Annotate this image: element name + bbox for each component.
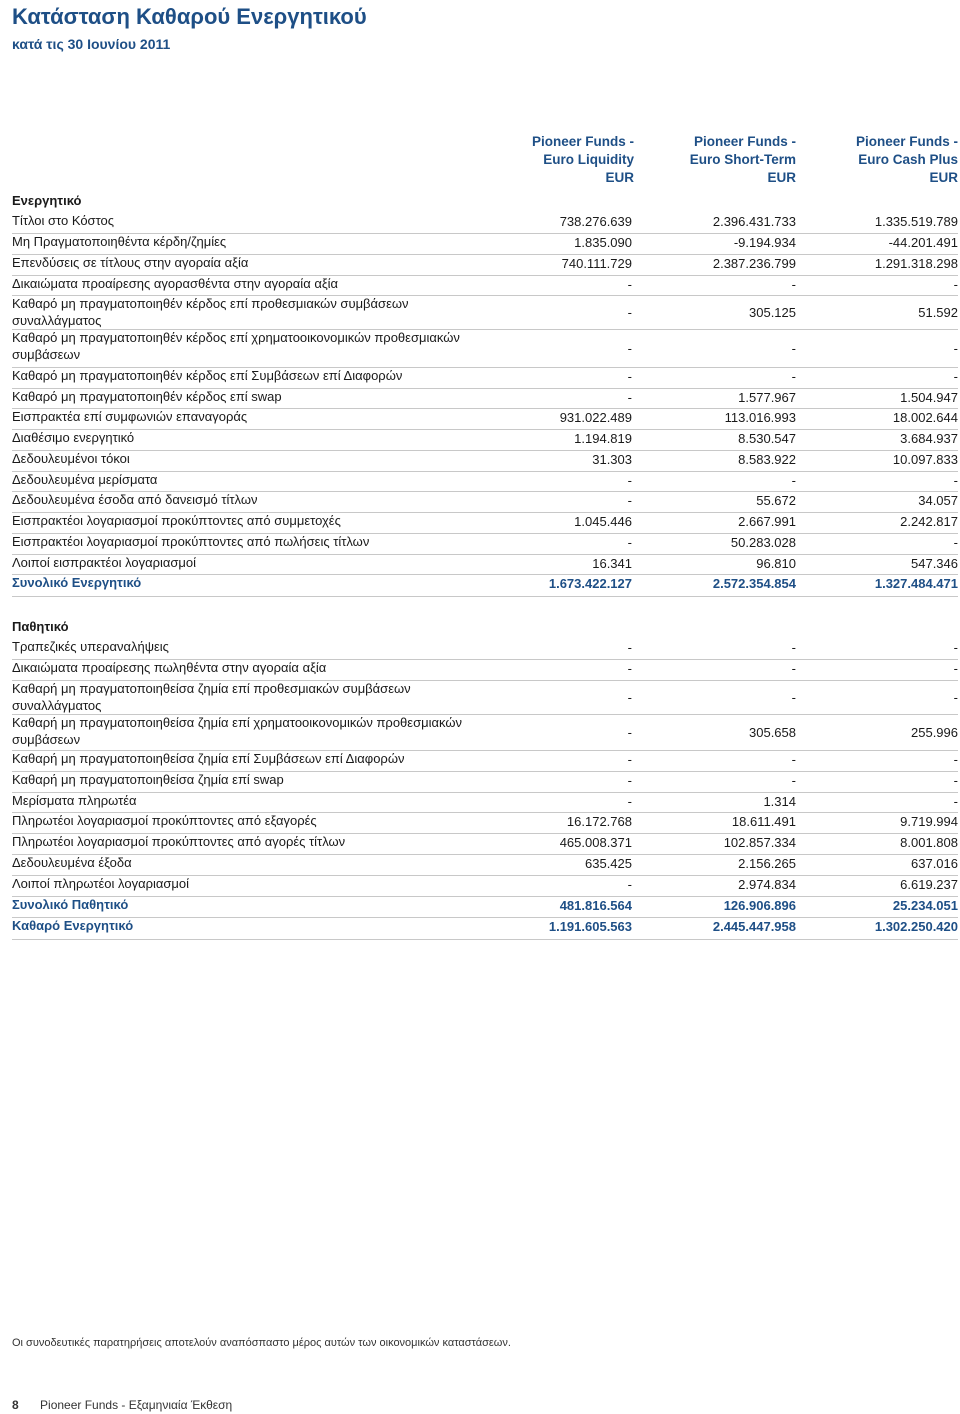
row-label: Καθαρό μη πραγματοποιηθέν κέρδος επί Συμβάσεων επί Διαφορών: [12, 368, 403, 383]
value-euro-short-term: 1.314: [763, 794, 796, 809]
value-euro-cash-plus: 1.327.484.471: [874, 576, 958, 591]
table-row: [12, 275, 958, 296]
value-euro-liquidity: -: [627, 794, 632, 809]
row-label: Τίτλοι στο Κόστος: [12, 213, 115, 228]
row-label: Δεδουλευμένα έσοδα από δανεισμό τίτλων: [12, 492, 258, 507]
value-euro-cash-plus: 2.242.817: [900, 514, 958, 529]
row-label: Καθαρό μη πραγματοποιηθέν κέρδος επί χρηματοοικονομικών προθεσμιακών συμβάσεων: [12, 330, 460, 362]
value-euro-short-term: -: [791, 661, 796, 676]
row-label: Εισπρακτέα επί συμφωνιών επαναγοράς: [12, 409, 248, 424]
value-euro-cash-plus: -: [953, 661, 958, 676]
column-header-line: Euro Short-Term: [689, 152, 796, 167]
value-euro-cash-plus: -: [953, 341, 958, 356]
value-euro-liquidity: -: [627, 725, 632, 740]
total-row: [12, 896, 958, 918]
value-euro-short-term: 2.387.236.799: [712, 256, 796, 271]
value-euro-cash-plus: -44.201.491: [888, 235, 958, 250]
value-euro-cash-plus: 6.619.237: [900, 877, 958, 892]
value-euro-short-term: 102.857.334: [723, 835, 796, 850]
row-label: Καθαρή μη πραγματοποιηθείσα ζημία επί swap: [12, 772, 284, 787]
value-euro-short-term: -: [791, 473, 796, 488]
value-euro-short-term: -: [791, 690, 796, 705]
row-label: Δικαιώματα προαίρεσης αγορασθέντα στην αγοραία αξία: [12, 276, 339, 291]
section-heading-label: Παθητικό: [12, 619, 69, 634]
value-euro-cash-plus: -: [953, 473, 958, 488]
table-row: [12, 388, 958, 409]
value-euro-short-term: 96.810: [756, 556, 796, 571]
value-euro-liquidity: 740.111.729: [561, 256, 632, 271]
value-euro-short-term: 2.974.834: [738, 877, 796, 892]
table-row: [12, 659, 958, 681]
value-euro-cash-plus: 1.335.519.789: [874, 214, 958, 229]
value-euro-liquidity: -: [627, 773, 632, 788]
value-euro-cash-plus: -: [953, 369, 958, 384]
row-label: Πληρωτέοι λογαριασμοί προκύπτοντες από αγορές τίτλων: [12, 834, 346, 849]
row-label: Καθαρή μη πραγματοποιηθείσα ζημία επί προθεσμιακών συμβάσεων συναλλάγματος: [12, 681, 411, 713]
value-euro-liquidity: 1.191.605.563: [548, 919, 632, 934]
row-label: Εισπρακτέοι λογαριασμοί προκύπτοντες από συμμετοχές: [12, 513, 341, 528]
table-row: [12, 638, 958, 660]
table-row: [12, 833, 958, 855]
row-label: Τραπεζικές υπεραναλήψεις: [12, 639, 169, 654]
value-euro-liquidity: -: [627, 752, 632, 767]
value-euro-cash-plus: -: [953, 535, 958, 550]
column-header-line: Pioneer Funds -: [855, 134, 958, 149]
value-euro-liquidity: -: [627, 305, 632, 320]
table-row: [12, 512, 958, 534]
total-row: [12, 574, 958, 597]
value-euro-cash-plus: -: [953, 794, 958, 809]
value-euro-short-term: -: [791, 640, 796, 655]
table-row: [12, 554, 958, 575]
value-euro-cash-plus: 547.346: [911, 556, 958, 571]
value-euro-cash-plus: 255.996: [911, 725, 958, 740]
table-row: [12, 792, 958, 813]
value-euro-short-term: -: [791, 277, 796, 292]
value-euro-short-term: 55.672: [756, 493, 796, 508]
value-euro-cash-plus: 8.001.808: [900, 835, 958, 850]
value-euro-liquidity: -: [627, 640, 632, 655]
value-euro-liquidity: 465.008.371: [559, 835, 632, 850]
row-label: Δικαιώματα προαίρεσης πωληθέντα στην αγοραία αξία: [12, 660, 327, 675]
row-label: Λοιποί εισπρακτέοι λογαριασμοί: [12, 555, 197, 570]
value-euro-cash-plus: 1.291.318.298: [874, 256, 958, 271]
value-euro-liquidity: -: [627, 473, 632, 488]
row-label: Δεδουλευμένα μερίσματα: [12, 472, 158, 487]
value-euro-liquidity: 16.341: [592, 556, 632, 571]
value-euro-short-term: 2.667.991: [738, 514, 796, 529]
table-row: [12, 367, 958, 389]
publication-title: Pioneer Funds - Εξαμηνιαία Έκθεση: [40, 1398, 233, 1412]
value-euro-cash-plus: 3.684.937: [900, 431, 958, 446]
value-euro-short-term: -: [791, 773, 796, 788]
value-euro-short-term: 50.283.028: [730, 535, 796, 550]
table-row: [12, 233, 958, 255]
column-header-line: Pioneer Funds -: [531, 134, 634, 149]
table-row: [12, 295, 958, 330]
value-euro-short-term: 8.530.547: [738, 431, 796, 446]
value-euro-liquidity: -: [627, 277, 632, 292]
row-label: Μη Πραγματοποιηθέντα κέρδη/ζημίες: [12, 234, 227, 249]
section-heading-label: Ενεργητικό: [12, 193, 82, 208]
table-row: [12, 471, 958, 492]
table-row: [12, 875, 958, 897]
value-euro-short-term: 126.906.896: [723, 898, 796, 913]
row-label: Λοιποί πληρωτέοι λογαριασμοί: [12, 876, 190, 891]
row-label: Καθαρό μη πραγματοποιηθέν κέρδος επί προθεσμιακών συμβάσεων συναλλάγματος: [12, 296, 409, 328]
value-euro-short-term: 2.156.265: [738, 856, 796, 871]
table-row: [12, 533, 958, 555]
value-euro-liquidity: 16.172.768: [566, 814, 632, 829]
value-euro-short-term: 2.445.447.958: [712, 919, 796, 934]
value-euro-cash-plus: 637.016: [911, 856, 958, 871]
value-euro-short-term: 2.572.354.854: [712, 576, 796, 591]
column-header-line: Euro Liquidity: [543, 152, 634, 167]
value-euro-short-term: 1.577.967: [738, 390, 796, 405]
value-euro-cash-plus: 10.097.833: [892, 452, 958, 467]
table-row: [12, 408, 958, 430]
value-euro-liquidity: 481.816.564: [559, 898, 632, 913]
table-row: [12, 750, 958, 772]
page-footer: [12, 1398, 232, 1412]
row-label: Καθαρή μη πραγματοποιηθείσα ζημία επί Συμβάσεων επί Διαφορών: [12, 751, 405, 766]
row-label: Εισπρακτέοι λογαριασμοί προκύπτοντες από πωλήσεις τίτλων: [12, 534, 370, 549]
page-title: Κατάσταση Καθαρού Ενεργητικού: [12, 4, 367, 29]
row-label: Δεδουλευμένοι τόκοι: [12, 451, 130, 466]
table-row: [12, 254, 958, 276]
page-subtitle: κατά τις 30 Ιουνίου 2011: [12, 36, 171, 52]
value-euro-short-term: 305.658: [749, 725, 796, 740]
table-row: [12, 714, 958, 751]
table-row: [12, 854, 958, 876]
value-euro-cash-plus: -: [953, 690, 958, 705]
column-header-currency: EUR: [929, 170, 958, 185]
value-euro-liquidity: 1.673.422.127: [548, 576, 632, 591]
table-row: [12, 771, 958, 793]
section-heading: [12, 618, 958, 636]
table-row: [12, 429, 958, 451]
value-euro-liquidity: -: [627, 877, 632, 892]
page-number: 8: [12, 1398, 19, 1412]
value-euro-short-term: 113.016.993: [724, 410, 796, 425]
value-euro-liquidity: -: [627, 390, 632, 405]
column-header-line: Euro Cash Plus: [858, 152, 958, 167]
value-euro-cash-plus: -: [953, 773, 958, 788]
column-header-currency: EUR: [767, 170, 796, 185]
value-euro-cash-plus: 34.057: [918, 493, 958, 508]
value-euro-cash-plus: -: [953, 277, 958, 292]
row-label: Συνολικό Παθητικό: [12, 897, 129, 912]
value-euro-liquidity: 1.194.819: [574, 431, 632, 446]
value-euro-liquidity: -: [627, 690, 632, 705]
table-row: [12, 491, 958, 513]
table-row: [12, 329, 958, 368]
value-euro-liquidity: 1.835.090: [574, 235, 632, 250]
value-euro-short-term: -: [791, 341, 796, 356]
value-euro-short-term: 305.125: [749, 305, 796, 320]
value-euro-short-term: 18.611.491: [731, 814, 796, 829]
value-euro-liquidity: 31.303: [592, 452, 632, 467]
value-euro-liquidity: 1.045.446: [574, 514, 632, 529]
footnote: Οι συνοδευτικές παρατηρήσεις αποτελούν αναπόσπαστο μέρος αυτών των οικονομικών καταστάσεων.: [12, 1337, 511, 1349]
section-heading: [12, 192, 958, 210]
column-header-currency: EUR: [605, 170, 634, 185]
value-euro-liquidity: -: [627, 661, 632, 676]
value-euro-short-term: -9.194.934: [733, 235, 796, 250]
value-euro-liquidity: 738.276.639: [559, 214, 632, 229]
value-euro-cash-plus: -: [953, 640, 958, 655]
column-headers: [0, 133, 960, 187]
column-header-euro-cash-plus: [758, 133, 958, 187]
table-row: [12, 450, 958, 472]
total-row: [12, 917, 958, 940]
table-row: [12, 812, 958, 834]
value-euro-liquidity: -: [627, 341, 632, 356]
value-euro-cash-plus: 18.002.644: [892, 410, 958, 425]
value-euro-short-term: 2.396.431.733: [712, 214, 796, 229]
row-label: Διαθέσιμο ενεργητικό: [12, 430, 135, 445]
value-euro-short-term: -: [791, 369, 796, 384]
value-euro-cash-plus: 25.234.051: [892, 898, 958, 913]
value-euro-cash-plus: 9.719.994: [900, 814, 958, 829]
value-euro-short-term: 8.583.922: [738, 452, 796, 467]
row-label: Συνολικό Ενεργητικό: [12, 575, 142, 590]
table-row: [12, 680, 958, 715]
value-euro-liquidity: -: [627, 493, 632, 508]
table-row: [12, 212, 958, 234]
value-euro-cash-plus: -: [953, 752, 958, 767]
row-label: Μερίσματα πληρωτέα: [12, 793, 137, 808]
value-euro-liquidity: 635.425: [585, 856, 632, 871]
row-label: Δεδουλευμένα έξοδα: [12, 855, 132, 870]
row-label: Καθαρή μη πραγματοποιηθείσα ζημία επί χρηματοοικονομικών προθεσμιακών συμβάσεων: [12, 715, 462, 747]
row-label: Καθαρό μη πραγματοποιηθέν κέρδος επί swap: [12, 389, 282, 404]
row-label: Επενδύσεις σε τίτλους στην αγοραία αξία: [12, 255, 249, 270]
value-euro-liquidity: -: [627, 535, 632, 550]
column-header-line: Pioneer Funds -: [693, 134, 796, 149]
value-euro-cash-plus: 1.302.250.420: [874, 919, 958, 934]
value-euro-liquidity: -: [627, 369, 632, 384]
value-euro-liquidity: 931.022.489: [559, 410, 632, 425]
row-label: Καθαρό Ενεργητικό: [12, 918, 134, 933]
value-euro-short-term: -: [791, 752, 796, 767]
row-label: Πληρωτέοι λογαριασμοί προκύπτοντες από εξαγορές: [12, 813, 317, 828]
value-euro-cash-plus: 1.504.947: [900, 390, 958, 405]
value-euro-cash-plus: 51.592: [918, 305, 958, 320]
